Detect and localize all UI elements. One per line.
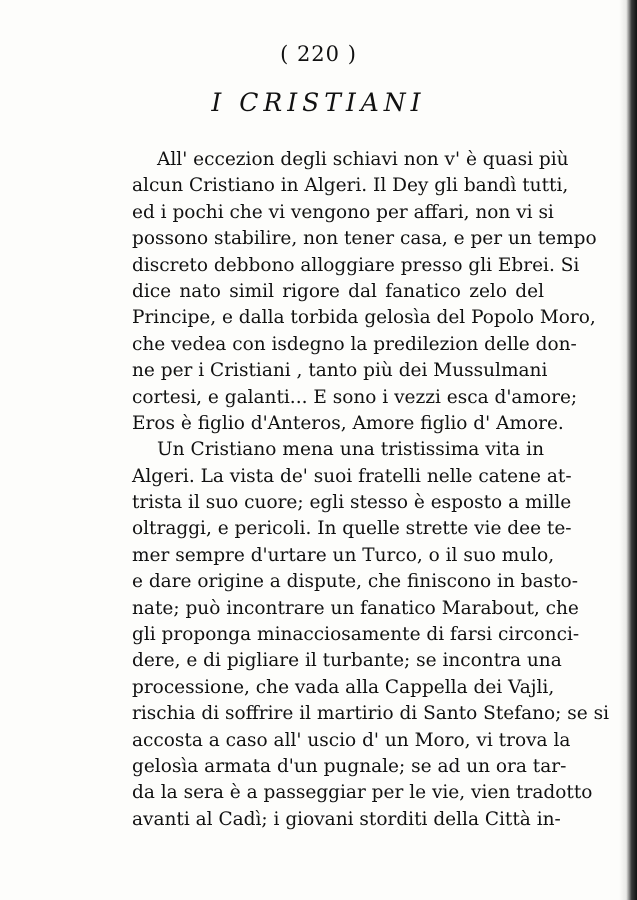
- text-line: Principe, e dalla torbida gelosìa del Popolo Moro,: [132, 307, 596, 329]
- text-line: da la sera è a passeggiar per le vie, vien tradotto: [132, 782, 593, 804]
- text-line: rischia di soffrire il martirio di Santo Stefano; se si: [132, 703, 610, 725]
- text-line: processione, che vada alla Cappella dei Vajli,: [132, 676, 555, 698]
- text-line: ne per i Cristiani , tanto più dei Mussulmani: [132, 360, 548, 382]
- page-number: ( 220 ): [280, 42, 357, 66]
- text-line: discreto debbono alloggiare presso gli Ebrei. Si: [132, 254, 580, 276]
- paragraph-2: [132, 437, 610, 833]
- text-line: dice nato simil rigore dal fanatico zelo del: [132, 280, 544, 302]
- text-line: possono stabilire, non tener casa, e per un tempo: [132, 228, 597, 250]
- body-text: [132, 147, 610, 833]
- text-line: dere, e di pigliare il turbante; se incontra una: [132, 650, 562, 672]
- text-line: cortesi, e galanti... E sono i vezzi esca d'amore;: [132, 386, 578, 408]
- chapter-title: I CRISTIANI: [211, 88, 426, 117]
- text-line: All' eccezion degli schiavi non v' è quasi più: [157, 149, 569, 170]
- text-line: ed i pochi che vi vengono per affari, non vi si: [132, 201, 554, 223]
- page-edge-shadow: [619, 0, 637, 900]
- paragraph-1: [132, 147, 597, 437]
- text-line: nate; può incontrare un fanatico Marabout, che: [132, 597, 579, 619]
- text-line: Un Cristiano mena una tristissima vita in: [157, 439, 544, 461]
- text-line: accosta a caso all' uscio d' un Moro, vi trova la: [132, 729, 571, 751]
- text-line: oltraggi, e pericoli. In quelle strette vie dee te-: [132, 518, 572, 540]
- text-line: Algeri. La vista de' suoi fratelli nelle catene at-: [132, 465, 572, 487]
- text-line: alcun Cristiano in Algeri. Il Dey gli bandì tutti,: [132, 175, 569, 197]
- text-line: avanti al Cadì; i giovani storditi della Città in-: [132, 808, 561, 830]
- text-line: Eros è figlio d'Anteros, Amore figlio d' Amore.: [132, 412, 564, 434]
- text-line: gelosìa armata d'un pugnale; se ad un ora tar-: [132, 755, 567, 777]
- text-line: trista il suo cuore; egli stesso è esposto a mille: [132, 492, 572, 514]
- text-line: gli proponga minacciosamente di farsi circonci-: [132, 624, 580, 646]
- text-line: e dare origine a dispute, che finiscono in basto-: [132, 571, 578, 593]
- text-line: che vedea con isdegno la predilezion delle don-: [132, 333, 577, 355]
- text-line: mer sempre d'urtare un Turco, o il suo mulo,: [132, 544, 555, 566]
